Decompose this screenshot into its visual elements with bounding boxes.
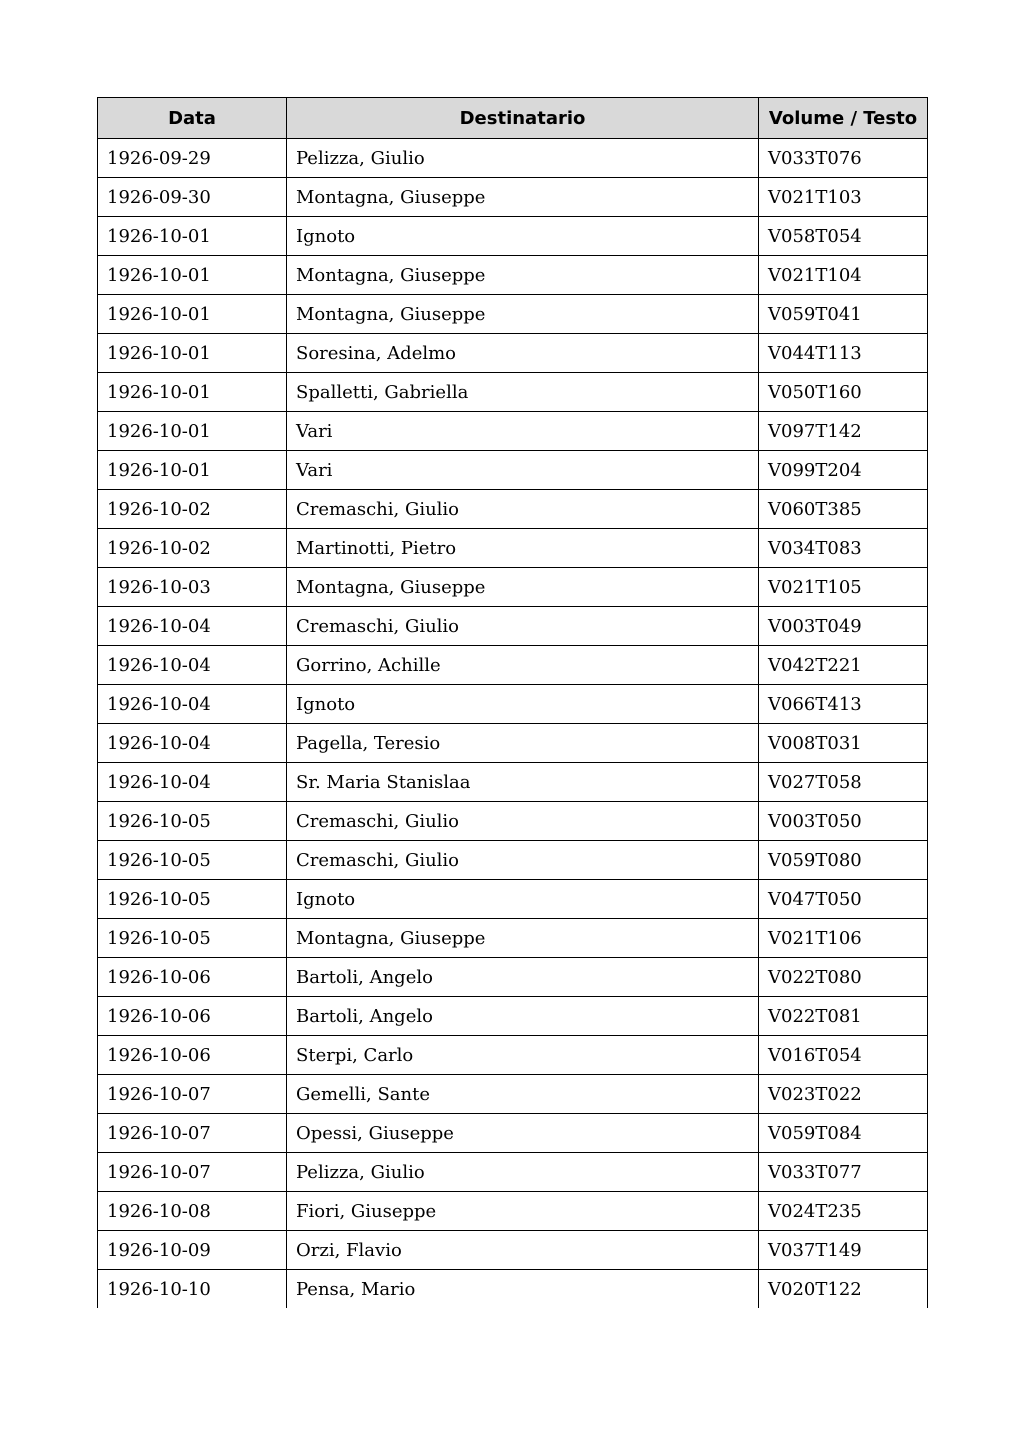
cell-volume-text: V033T077 xyxy=(759,1153,928,1192)
column-header-date: Data xyxy=(98,98,287,139)
cell-volume-text: V037T149 xyxy=(759,1231,928,1270)
cell-volume-text: V034T083 xyxy=(759,529,928,568)
cell-date: 1926-09-29 xyxy=(98,139,287,178)
cell-volume-text: V099T204 xyxy=(759,451,928,490)
cell-volume-text: V027T058 xyxy=(759,763,928,802)
cell-volume-text: V058T054 xyxy=(759,217,928,256)
cell-volume-text: V097T142 xyxy=(759,412,928,451)
cell-recipient: Pagella, Teresio xyxy=(287,724,759,763)
table-row xyxy=(98,646,928,685)
cell-volume-text: V022T080 xyxy=(759,958,928,997)
table-row xyxy=(98,295,928,334)
cell-recipient: Sterpi, Carlo xyxy=(287,1036,759,1075)
cell-volume-text: V021T103 xyxy=(759,178,928,217)
cell-recipient: Montagna, Giuseppe xyxy=(287,256,759,295)
cell-volume-text: V059T084 xyxy=(759,1114,928,1153)
table-row xyxy=(98,763,928,802)
cell-volume-text: V042T221 xyxy=(759,646,928,685)
cell-date: 1926-10-04 xyxy=(98,685,287,724)
cell-date: 1926-10-10 xyxy=(98,1270,287,1309)
cell-date: 1926-10-05 xyxy=(98,880,287,919)
cell-volume-text: V023T022 xyxy=(759,1075,928,1114)
table-row xyxy=(98,880,928,919)
table-row xyxy=(98,802,928,841)
cell-recipient: Soresina, Adelmo xyxy=(287,334,759,373)
table-row xyxy=(98,139,928,178)
cell-recipient: Cremaschi, Giulio xyxy=(287,841,759,880)
cell-volume-text: V021T106 xyxy=(759,919,928,958)
table-row xyxy=(98,1114,928,1153)
table-row xyxy=(98,958,928,997)
cell-date: 1926-10-01 xyxy=(98,412,287,451)
cell-date: 1926-10-09 xyxy=(98,1231,287,1270)
cell-recipient: Ignoto xyxy=(287,217,759,256)
table-row xyxy=(98,1153,928,1192)
cell-date: 1926-10-06 xyxy=(98,997,287,1036)
cell-recipient: Martinotti, Pietro xyxy=(287,529,759,568)
header-row xyxy=(98,98,928,139)
cell-volume-text: V066T413 xyxy=(759,685,928,724)
cell-recipient: Fiori, Giuseppe xyxy=(287,1192,759,1231)
cell-date: 1926-10-08 xyxy=(98,1192,287,1231)
cell-volume-text: V016T054 xyxy=(759,1036,928,1075)
table-row xyxy=(98,256,928,295)
table-row xyxy=(98,841,928,880)
table-row xyxy=(98,997,928,1036)
cell-volume-text: V021T104 xyxy=(759,256,928,295)
cell-volume-text: V050T160 xyxy=(759,373,928,412)
cell-recipient: Vari xyxy=(287,451,759,490)
table-row xyxy=(98,1270,928,1309)
cell-date: 1926-10-05 xyxy=(98,841,287,880)
cell-volume-text: V003T049 xyxy=(759,607,928,646)
cell-volume-text: V008T031 xyxy=(759,724,928,763)
cell-date: 1926-10-01 xyxy=(98,295,287,334)
cell-recipient: Montagna, Giuseppe xyxy=(287,568,759,607)
cell-date: 1926-10-04 xyxy=(98,646,287,685)
table-row xyxy=(98,1231,928,1270)
cell-volume-text: V033T076 xyxy=(759,139,928,178)
letters-table xyxy=(97,97,928,1308)
cell-volume-text: V024T235 xyxy=(759,1192,928,1231)
cell-date: 1926-10-04 xyxy=(98,607,287,646)
cell-date: 1926-10-03 xyxy=(98,568,287,607)
column-header-volume-text: Volume / Testo xyxy=(759,98,928,139)
table-row xyxy=(98,178,928,217)
cell-volume-text: V059T041 xyxy=(759,295,928,334)
cell-date: 1926-10-06 xyxy=(98,958,287,997)
cell-date: 1926-10-02 xyxy=(98,490,287,529)
cell-recipient: Ignoto xyxy=(287,880,759,919)
cell-recipient: Cremaschi, Giulio xyxy=(287,490,759,529)
cell-volume-text: V003T050 xyxy=(759,802,928,841)
cell-recipient: Cremaschi, Giulio xyxy=(287,607,759,646)
table-row xyxy=(98,217,928,256)
cell-date: 1926-10-01 xyxy=(98,451,287,490)
table-row xyxy=(98,724,928,763)
cell-date: 1926-10-01 xyxy=(98,217,287,256)
cell-date: 1926-10-01 xyxy=(98,373,287,412)
table-row xyxy=(98,607,928,646)
cell-recipient: Pelizza, Giulio xyxy=(287,1153,759,1192)
cell-date: 1926-10-05 xyxy=(98,919,287,958)
cell-date: 1926-10-07 xyxy=(98,1075,287,1114)
table-row xyxy=(98,1075,928,1114)
column-header-recipient: Destinatario xyxy=(287,98,759,139)
cell-date: 1926-10-04 xyxy=(98,724,287,763)
cell-date: 1926-10-01 xyxy=(98,256,287,295)
cell-volume-text: V021T105 xyxy=(759,568,928,607)
table-row xyxy=(98,334,928,373)
cell-volume-text: V059T080 xyxy=(759,841,928,880)
cell-recipient: Gemelli, Sante xyxy=(287,1075,759,1114)
cell-date: 1926-10-02 xyxy=(98,529,287,568)
cell-recipient: Vari xyxy=(287,412,759,451)
cell-recipient: Ignoto xyxy=(287,685,759,724)
table-row xyxy=(98,568,928,607)
cell-recipient: Bartoli, Angelo xyxy=(287,997,759,1036)
cell-recipient: Gorrino, Achille xyxy=(287,646,759,685)
cell-recipient: Montagna, Giuseppe xyxy=(287,919,759,958)
cell-date: 1926-10-04 xyxy=(98,763,287,802)
table-row xyxy=(98,685,928,724)
table-row xyxy=(98,412,928,451)
table-row xyxy=(98,919,928,958)
table-row xyxy=(98,1036,928,1075)
table-header xyxy=(98,98,928,139)
cell-recipient: Bartoli, Angelo xyxy=(287,958,759,997)
table-row xyxy=(98,1192,928,1231)
cell-date: 1926-10-07 xyxy=(98,1114,287,1153)
cell-volume-text: V044T113 xyxy=(759,334,928,373)
cell-volume-text: V047T050 xyxy=(759,880,928,919)
cell-date: 1926-10-07 xyxy=(98,1153,287,1192)
table-row xyxy=(98,373,928,412)
cell-date: 1926-10-06 xyxy=(98,1036,287,1075)
cell-volume-text: V060T385 xyxy=(759,490,928,529)
cell-recipient: Orzi, Flavio xyxy=(287,1231,759,1270)
cell-recipient: Pensa, Mario xyxy=(287,1270,759,1309)
cell-recipient: Pelizza, Giulio xyxy=(287,139,759,178)
table-row xyxy=(98,529,928,568)
cell-recipient: Cremaschi, Giulio xyxy=(287,802,759,841)
table-body xyxy=(98,139,928,1309)
cell-recipient: Opessi, Giuseppe xyxy=(287,1114,759,1153)
cell-volume-text: V020T122 xyxy=(759,1270,928,1309)
cell-recipient: Sr. Maria Stanislaa xyxy=(287,763,759,802)
cell-date: 1926-10-01 xyxy=(98,334,287,373)
table-row xyxy=(98,490,928,529)
table-row xyxy=(98,451,928,490)
cell-date: 1926-09-30 xyxy=(98,178,287,217)
cell-recipient: Montagna, Giuseppe xyxy=(287,295,759,334)
cell-recipient: Montagna, Giuseppe xyxy=(287,178,759,217)
cell-volume-text: V022T081 xyxy=(759,997,928,1036)
cell-recipient: Spalletti, Gabriella xyxy=(287,373,759,412)
cell-date: 1926-10-05 xyxy=(98,802,287,841)
